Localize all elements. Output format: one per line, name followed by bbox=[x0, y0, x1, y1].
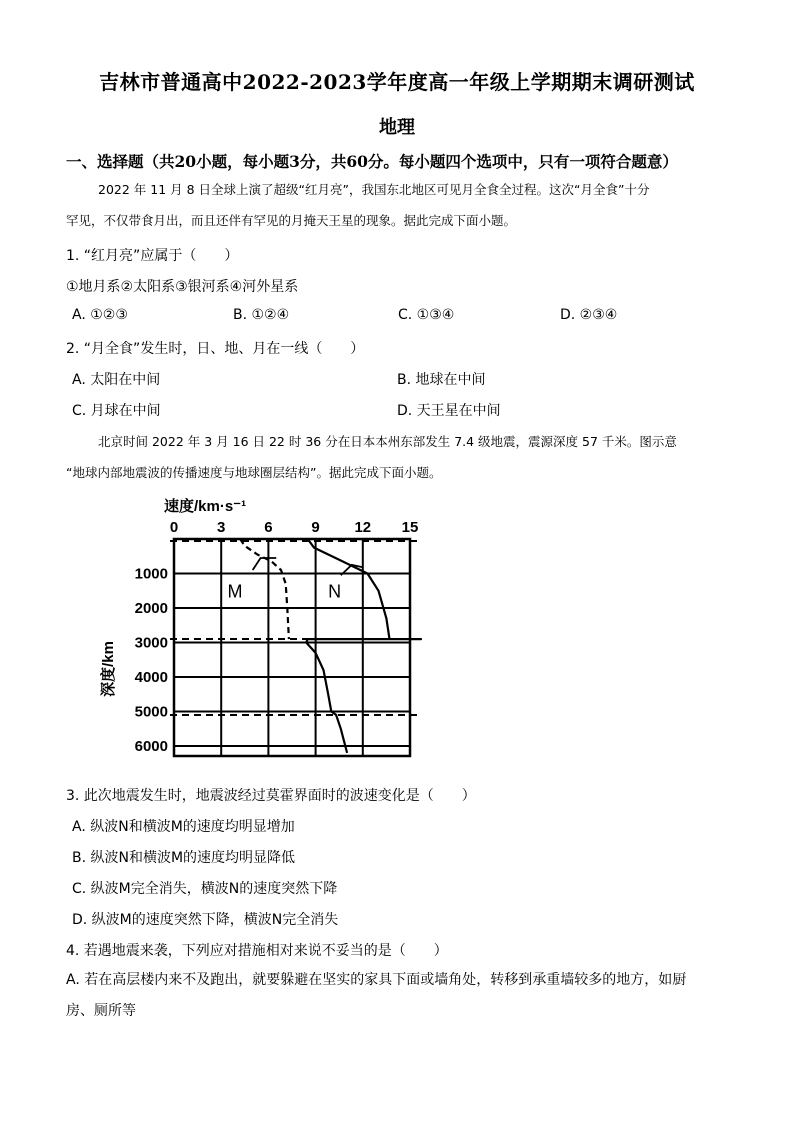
q3-option-b: B. 纵波N和横波M的速度均明显降低 bbox=[72, 850, 296, 866]
exam-title: 吉林市普通高中2022-2023学年度高一年级上学期期末调研测试 bbox=[99, 70, 695, 94]
q2-stem: 2. “月全食”发生时，日、地、月在一线（ ） bbox=[66, 341, 365, 357]
y-tick-label: 5000 bbox=[134, 703, 168, 721]
x-axis-label: 速度/km·s⁻¹ bbox=[164, 498, 247, 515]
passage-2 bbox=[66, 426, 728, 488]
q1-option-b: B. ①②④ bbox=[233, 307, 290, 323]
x-tick-label: 12 bbox=[354, 519, 372, 536]
label-leader-m bbox=[253, 558, 277, 570]
q3-option-d: D. 纵波M的速度突然下降，横波N完全消失 bbox=[72, 912, 339, 928]
x-tick-label: 0 bbox=[169, 519, 179, 536]
x-tick-label: 6 bbox=[264, 519, 273, 536]
q2-option-d: D. 天王星在中间 bbox=[397, 403, 501, 419]
y-tick-label: 2000 bbox=[134, 600, 168, 617]
y-tick-label: 1000 bbox=[134, 565, 168, 583]
passage-1-line-1: 2022 年 11 月 8 日全球上演了超级“红月亮”，我国东北地区可见月全食全过程。这次“月全食”十分 bbox=[98, 182, 650, 197]
y-axis-label: 深度/km bbox=[100, 641, 117, 697]
q4-option-a: A. 若在高层楼内来不及跑出，就要躲避在坚实的家具下面或墙角处，转移到承重墙较多的地方，如厨房、厕所等 bbox=[66, 972, 687, 1019]
q2-option-c: C. 月球在中间 bbox=[72, 403, 161, 419]
series-label-m: M bbox=[227, 581, 243, 602]
q1-option-c: C. ①③④ bbox=[398, 307, 455, 323]
passage-2-line-2: “地球内部地震波的传播速度与地球圈层结构”。据此完成下面小题。 bbox=[66, 465, 442, 480]
q2-option-a: A. 太阳在中间 bbox=[72, 372, 161, 388]
y-tick-label: 3000 bbox=[134, 634, 168, 652]
q1-option-d: D. ②③④ bbox=[560, 307, 618, 323]
wave-curve-m bbox=[240, 539, 289, 639]
x-tick-label: 15 bbox=[401, 519, 419, 536]
passage-1 bbox=[66, 174, 728, 236]
exam-subject: 地理 bbox=[379, 117, 415, 138]
q1-stem: 1. “红月亮”应属于（ ） bbox=[66, 248, 239, 264]
q2-option-b: B. 地球在中间 bbox=[397, 372, 486, 388]
x-tick-label: 9 bbox=[311, 519, 320, 536]
q1-choices: ①地月系②太阳系③银河系④河外星系 bbox=[66, 279, 299, 295]
q3-stem: 3. 此次地震发生时，地震波经过莫霍界面时的波速变化是（ ） bbox=[66, 788, 476, 804]
q4-stem: 4. 若遇地震来袭，下列应对措施相对来说不妥当的是（ ） bbox=[66, 943, 448, 959]
q3-option-a: A. 纵波N和横波M的速度均明显增加 bbox=[72, 819, 295, 835]
passage-2-line-1: 北京时间 2022 年 3 月 16 日 22 时 36 分在日本本州东部发生 7.4 级地震，震源深度 57 千米。图示意 bbox=[98, 434, 677, 449]
y-tick-label: 6000 bbox=[134, 738, 168, 755]
chart-frame bbox=[174, 539, 410, 756]
seismic-wave-chart bbox=[96, 494, 436, 766]
section-heading: 一、选择题（共20小题，每小题3分，共60分。每小题四个选项中，只有一项符合题意） bbox=[66, 152, 678, 171]
q3-option-c: C. 纵波M完全消失，横波N的速度突然下降 bbox=[72, 881, 338, 897]
x-tick-label: 3 bbox=[217, 519, 226, 536]
q1-option-a: A. ①②③ bbox=[72, 307, 128, 323]
y-tick-label: 4000 bbox=[134, 669, 168, 686]
passage-1-line-2: 罕见，不仅带食月出，而且还伴有罕见的月掩天王星的现象。据此完成下面小题。 bbox=[66, 213, 517, 228]
series-label-n: N bbox=[328, 581, 342, 602]
